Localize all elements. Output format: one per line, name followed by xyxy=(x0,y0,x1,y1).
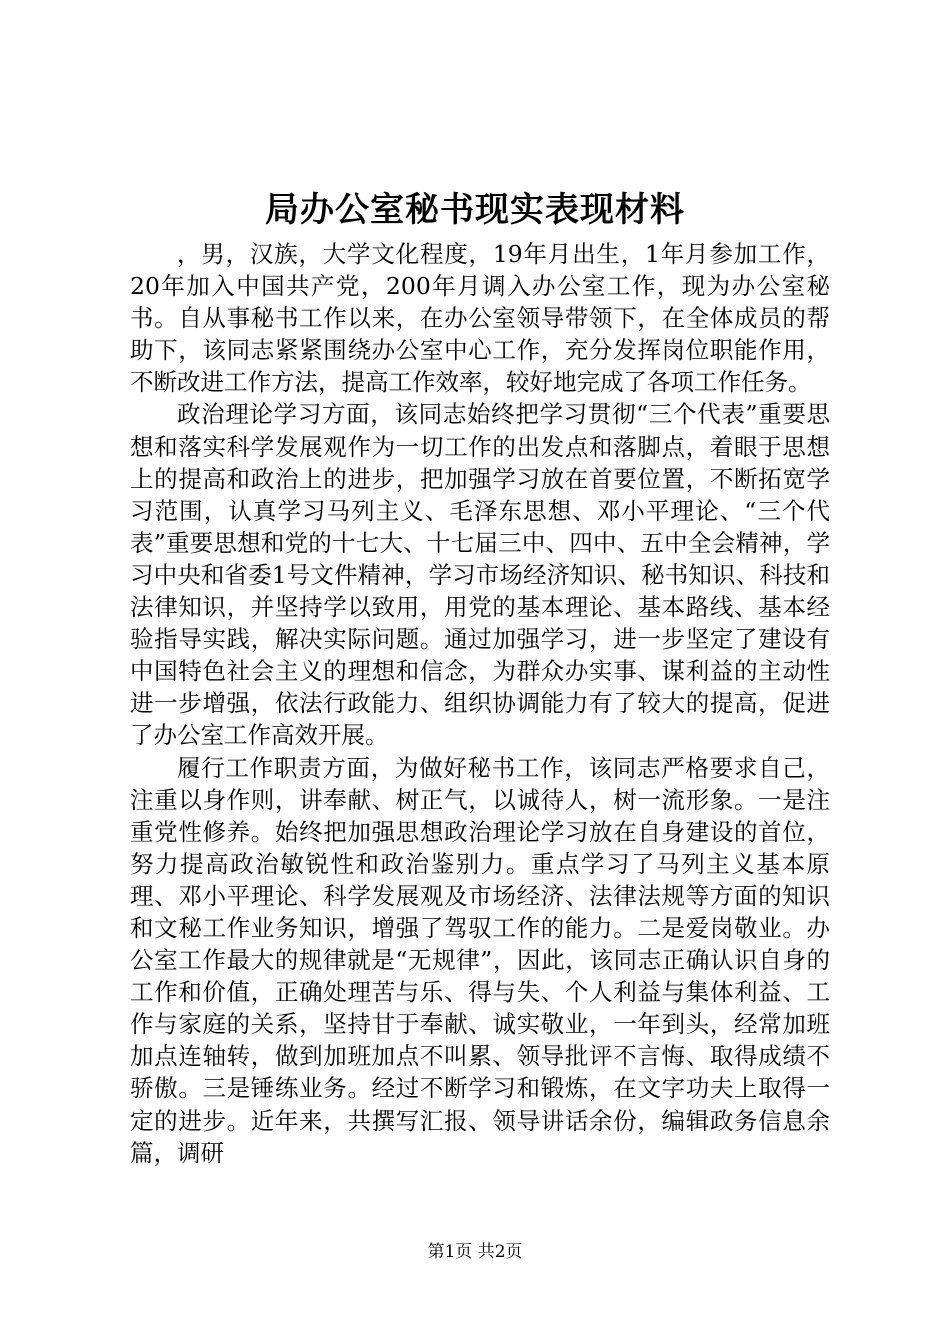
page-number-footer: 第1页 共2页 xyxy=(427,1242,523,1262)
paragraph-job-duties: 履行工作职责方面，为做好秘书工作，该同志严格要求自己，注重以身作则，讲奉献、树正气，以诚待人，树一流形象。一是注重党性修养。始终把加强思想政治理论学习放在自身建设的首位，努力提高政治敏锐性和政治鉴别力。重点学习了马列主义基本原理、邓小平理论、科学发展观及市场经济、法律法规等方面的知识和文秘工作业务知识，增强了驾驭工作的能力。二是爱岗敬业。办公室工作最大的规律就是“无规律”，因此，该同志正确认识自身的工作和价值，正确处理苦与乐、得与失、个人利益与集体利益、工作与家庭的关系，坚持甘于奉献、诚实敬业，一年到头，经常加班加点连轴转，做到加班加点不叫累、领导批评不言悔、取得成绩不骄傲。三是锤练业务。经过不断学习和锻炼，在文字功夫上取得一定的进步。近年来，共撰写汇报、领导讲话余份，编辑政务信息余篇，调研 xyxy=(130,753,830,1167)
document-body xyxy=(130,238,830,1169)
paragraph-intro: ，男，汉族，大学文化程度，19年月出生，1年月参加工作，20年加入中国共产党，200年月调入办公室工作，现为办公室秘书。自从事秘书工作以来，在办公室领导带领下，在全体成员的帮助下，该同志紧紧围绕办公室中心工作，充分发挥岗位职能作用，不断改进工作方法，提高工作效率，较好地完成了各项工作任务。 xyxy=(130,240,830,397)
paragraph-political-study: 政治理论学习方面，该同志始终把学习贯彻“三个代表”重要思想和落实科学发展观作为一切工作的出发点和落脚点，着眼于思想上的提高和政治上的进步，把加强学习放在首要位置，不断拓宽学习范围，认真学习马列主义、毛泽东思想、邓小平理论、“三个代表”重要思想和党的十七大、十七届三中、四中、五中全会精神，学习中央和省委1号文件精神，学习市场经济知识、秘书知识、科技和法律知识，并坚持学以致用，用党的基本理论、基本路线、基本经验指导实践，解决实际问题。通过加强学习，进一步坚定了建设有中国特色社会主义的理想和信念，为群众办实事、谋利益的主动性进一步增强，依法行政能力、组织协调能力有了较大的提高，促进了办公室工作高效开展。 xyxy=(130,400,830,750)
document-title: 局办公室秘书现实表现材料 xyxy=(265,190,685,230)
